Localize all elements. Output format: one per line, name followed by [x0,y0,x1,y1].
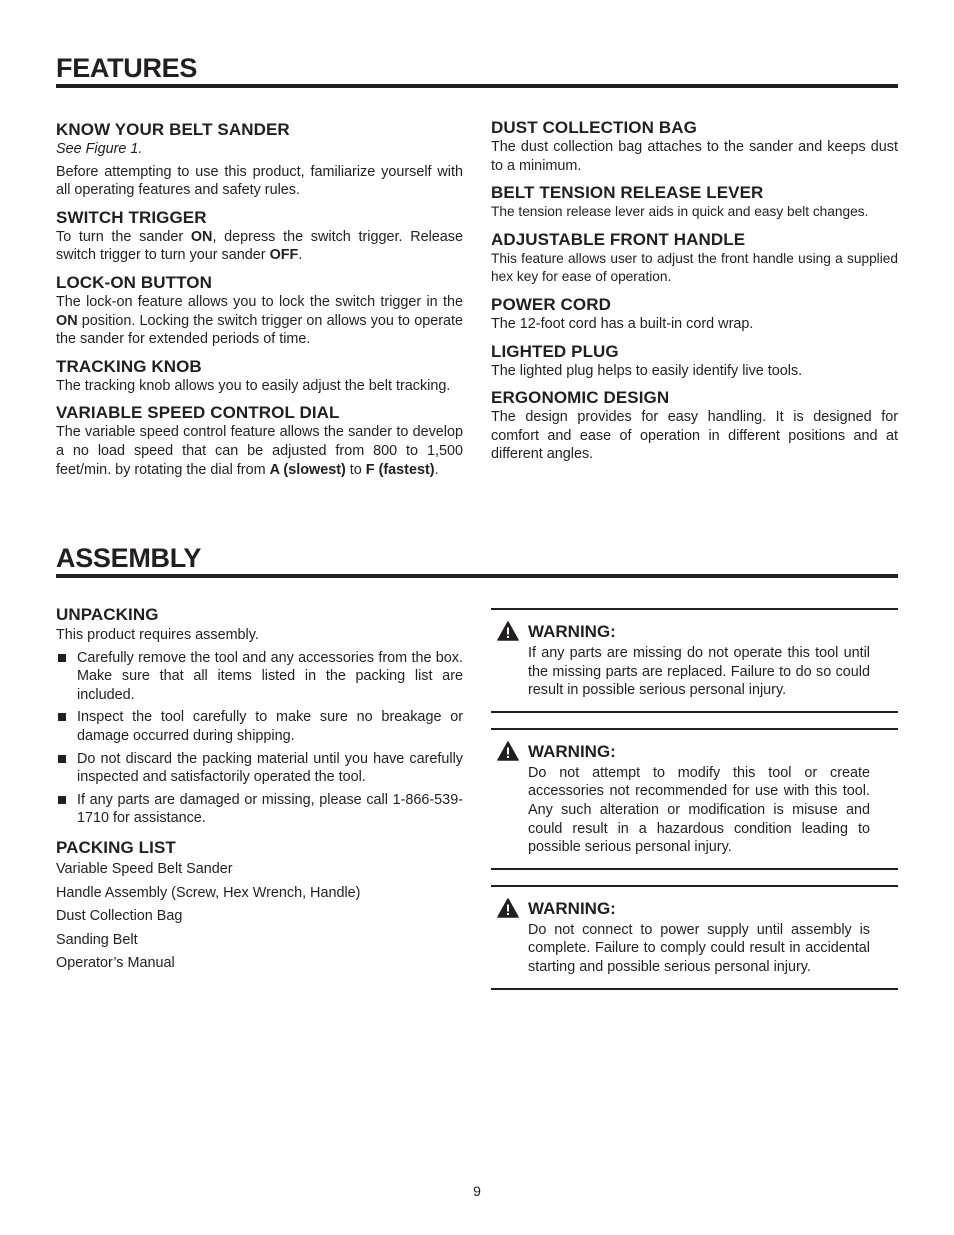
warning-text: If any parts are missing do not operate this tool until the missing parts are replaced. Failure to do so could result in possible serious personal injury. [528,645,870,699]
feature-body: The 12-foot cord has a built-in cord wrap. [491,315,754,332]
feature-power-cord [491,295,898,334]
feature-dust-collection-bag [491,118,898,175]
feature-body: To turn the sander ON, depress the switch trigger. Release switch trigger to turn your sander OFF. [56,228,463,264]
feature-heading: LOCK-ON BUTTON [56,272,212,292]
list-item: Variable Speed Belt Sander [56,860,233,877]
warning-box [491,728,898,870]
feature-heading: ADJUSTABLE FRONT HANDLE [491,229,746,249]
packing-list-heading: PACKING LIST [56,837,176,857]
feature-lock-on-button [56,273,463,349]
feature-lighted-plug [491,342,898,381]
unpacking-bullet-list [56,649,463,828]
features-section-title: FEATURES [56,53,898,88]
feature-body: This feature allows user to adjust the front handle using a supplied hex key for ease of operation. [491,250,898,285]
feature-belt-tension-release-lever [491,183,898,222]
feature-ergonomic-design [491,388,898,464]
list-item: Operator’s Manual [56,955,175,972]
feature-body: The tension release lever aids in quick and easy belt changes. [491,204,869,220]
warning-text: Do not attempt to modify this tool or create accessories not recommended for use with this tool. Any such alteration or modification is misuse and could result in a hazardous condition leading to possible serious personal injury. [528,764,870,856]
feature-heading: ERGONOMIC DESIGN [491,388,670,408]
unpacking-intro: This product requires assembly. [56,627,259,643]
list-item: Handle Assembly (Screw, Hex Wrench, Handle) [56,884,361,901]
feature-adjustable-front-handle [491,230,898,287]
features-right-column [491,118,898,472]
feature-body: The tracking knob allows you to easily adjust the belt tracking. [56,377,451,394]
feature-body: Before attempting to use this product, familiarize yourself with all operating features and safety rules. [56,163,463,199]
feature-know-your-belt-sander [56,120,463,200]
feature-body: The design provides for easy handling. It is designed for comfort and ease of operation in different positions and at different angles. [491,409,898,463]
feature-heading: LIGHTED PLUG [491,341,619,361]
feature-heading: KNOW YOUR BELT SANDER [56,120,290,139]
list-item: If any parts are damaged or missing, please call 1-866-539-1710 for assistance. [56,791,463,828]
list-item: Carefully remove the tool and any accessories from the box. Make sure that all items listed in the packing list are included. [56,649,463,705]
packing-list-section [56,838,463,973]
warning-label: WARNING: [528,741,616,761]
warning-label: WARNING: [528,622,616,641]
list-item: Inspect the tool carefully to make sure no breakage or damage occurred during shipping. [56,708,463,745]
assembly-section-title: ASSEMBLY [56,543,898,578]
feature-body: The variable speed control feature allows the sander to develop a no load speed that can be adjusted from 800 to 1,500 feet/min. by rotating the dial from A (slowest) to F (fastest). [56,424,463,478]
feature-heading: BELT TENSION RELEASE LEVER [491,183,764,203]
feature-note: See Figure 1. [56,141,143,157]
feature-tracking-knob [56,357,463,396]
feature-heading: DUST COLLECTION BAG [491,118,697,137]
warning-triangle-icon [497,741,519,761]
list-item: Sanding Belt [56,931,138,948]
feature-body: The dust collection bag attaches to the sander and keeps dust to a minimum. [491,139,898,174]
list-item: Dust Collection Bag [56,908,183,925]
assembly-left-column [56,605,463,981]
feature-variable-speed-control-dial [56,403,463,479]
feature-body: The lock-on feature allows you to lock the switch trigger in the ON position. Locking the switch trigger on allows you to operate the sander for extended periods of time. [56,293,463,348]
feature-heading: SWITCH TRIGGER [56,207,207,227]
warning-triangle-icon [497,898,519,918]
assembly-right-column [491,608,898,1005]
feature-heading: VARIABLE SPEED CONTROL DIAL [56,403,340,423]
warning-text: Do not connect to power supply until assembly is complete. Failure to comply could result in accidental starting and possible serious personal injury. [528,921,870,975]
unpacking-heading: UNPACKING [56,605,159,624]
feature-heading: TRACKING KNOB [56,356,202,376]
feature-heading: POWER CORD [491,294,611,314]
warning-triangle-icon [497,621,519,641]
unpacking-section [56,605,463,828]
feature-switch-trigger [56,208,463,265]
warning-box [491,608,898,713]
warning-box [491,885,898,990]
list-item: Do not discard the packing material until you have carefully inspected and satisfactorily operated the tool. [56,750,463,787]
feature-body: The lighted plug helps to easily identify live tools. [491,362,803,379]
page-number: 9 [473,1183,481,1199]
warning-label: WARNING: [528,898,616,918]
features-left-column [56,120,463,487]
